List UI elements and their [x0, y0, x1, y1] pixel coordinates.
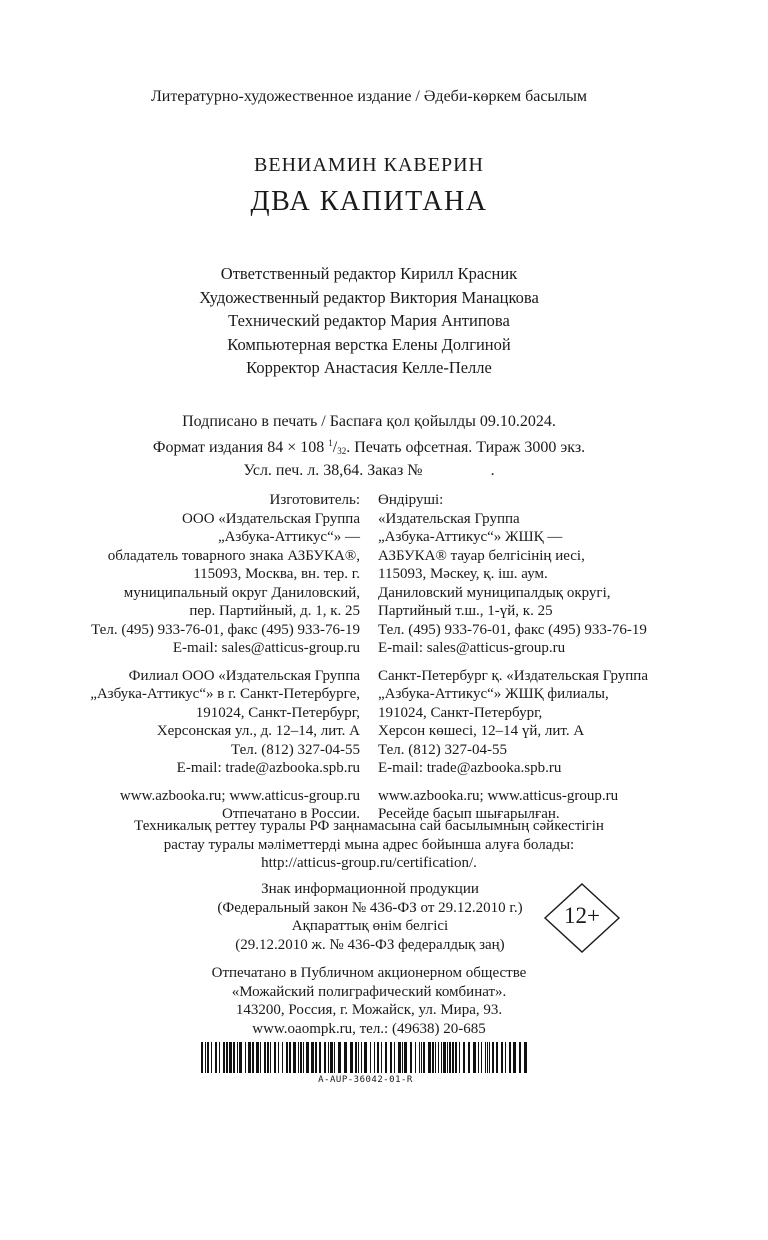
barcode-bar [463, 1042, 465, 1073]
manufacturer-ru-line: Тел. (495) 933-76-01, факс (495) 933-76-19 [91, 621, 360, 638]
book-title: ДВА КАПИТАНА [250, 186, 488, 217]
barcode [201, 1042, 530, 1073]
format-line [0, 433, 738, 462]
barcode-bar [328, 1042, 329, 1073]
manufacturer-kz-line: Өндіруші: [378, 492, 444, 508]
barcode-bar [233, 1042, 235, 1073]
book-author: ВЕНИАМИН КАВЕРИН [254, 154, 484, 176]
manufacturer-kz-line: АЗБУКА® тауар белгісінің иесі, [378, 547, 585, 564]
barcode-bar [226, 1042, 228, 1073]
tech-regulation-note [0, 817, 738, 873]
barcode-bar [390, 1042, 392, 1073]
format-numerator: 1 [328, 437, 333, 448]
barcode-bar [505, 1042, 506, 1073]
barcode-bar [364, 1042, 367, 1073]
branch-kz-line: Санкт-Петербург қ. «Издательская Группа [378, 667, 648, 684]
manufacturer-kz-line: „Азбука-Аттикус“» ЖШҚ — [378, 529, 563, 545]
credits-block [0, 262, 738, 380]
barcode-bar [473, 1042, 476, 1073]
barcode-bar [248, 1042, 251, 1073]
barcode-bar [492, 1042, 494, 1073]
barcode-bar [293, 1042, 296, 1073]
age-rating-badge [543, 882, 621, 954]
barcode-bar [374, 1042, 375, 1073]
certification-url: http://atticus-group.ru/certification/. [261, 855, 477, 871]
credit-line: Компьютерная верстка Елены Долгиной [227, 334, 511, 354]
barcode-bar [237, 1042, 238, 1073]
publisher-column-kz [378, 491, 648, 833]
series-label: Литературно-художественное издание / Әдеби-көркем басылым [150, 88, 588, 105]
barcode-bar [298, 1042, 299, 1073]
order-line: Усл. печ. л. 38,64. Заказ № . [243, 462, 495, 479]
barcode-bar [452, 1042, 454, 1073]
barcode-bar [485, 1042, 486, 1073]
branch-kz-line: Тел. (812) 327-04-55 [378, 741, 507, 758]
barcode-bar [385, 1042, 387, 1073]
barcode-bar [459, 1042, 460, 1073]
barcode-bar [398, 1042, 401, 1073]
barcode-bar [239, 1042, 242, 1073]
manufacturer-ru-line: ООО «Издательская Группа [182, 510, 360, 527]
barcode-bar [350, 1042, 353, 1073]
barcode-bar [311, 1042, 314, 1073]
printer-line: Отпечатано в Публичном акционерном обществе [211, 965, 527, 981]
format-prefix: Формат издания 84 × 108 [152, 438, 329, 456]
branch-email-ru: E-mail: trade@azbooka.spb.ru [176, 760, 360, 776]
credit-line: Технический редактор Мария Антипова [228, 311, 510, 330]
barcode-bar [487, 1042, 488, 1073]
barcode-bar [377, 1042, 379, 1073]
printer-line: «Можайский полиграфический комбинат». [231, 983, 507, 1000]
barcode-bar [489, 1042, 490, 1073]
barcode-bar [415, 1042, 416, 1073]
barcode-bar [245, 1042, 246, 1073]
barcode-bar [278, 1042, 279, 1073]
barcode-bar [270, 1042, 271, 1073]
barcode-bar [402, 1042, 403, 1073]
barcode-bar [267, 1042, 269, 1073]
barcode-bar [496, 1042, 498, 1073]
barcode-bar [303, 1042, 304, 1073]
credit-line: Художественный редактор Виктория Манацкова [199, 287, 539, 307]
barcode-bar [410, 1042, 412, 1073]
printer-line: 143200, Россия, г. Можайск, ул. Мира, 93. [235, 1002, 503, 1018]
format-slash: / [332, 438, 338, 456]
info-sign-line: Ақпараттық өнім белгісі [291, 918, 449, 934]
barcode-bar [481, 1042, 482, 1073]
manufacturer-ru-line: Изготовитель: [269, 492, 360, 508]
info-sign-line: (29.12.2010 ж. № 436-ФЗ федералдық заң) [235, 936, 505, 953]
manufacturer-ru-line: муниципальный округ Даниловский, [123, 584, 360, 601]
print-info-block [0, 412, 738, 482]
barcode-bar [421, 1042, 422, 1073]
manufacturer-ru-line: пер. Партийный, д. 1, к. 25 [189, 603, 360, 619]
manufacturer-kz-line: Партийный т.ш., 1-үй, к. 25 [378, 603, 553, 619]
printed-in-kz: Ресейде басып шығарылған. [378, 806, 560, 822]
barcode-bar [338, 1042, 341, 1073]
barcode-bar [315, 1042, 317, 1073]
credit-line: Корректор Анастасия Келле-Пелле [246, 358, 492, 377]
barcode-bar [201, 1042, 203, 1073]
manufacturer-kz [378, 491, 648, 658]
signed-date: Подписано в печать / Баспаға қол қойылды 09.10.2024. [182, 413, 556, 430]
websites-kz: www.azbooka.ru; www.atticus-group.ru [378, 787, 619, 804]
branch-ru-line: Филиал ООО «Издательская Группа [128, 667, 360, 684]
barcode-bar [513, 1042, 516, 1073]
barcode-bar [441, 1042, 442, 1073]
format-denominator: 32 [337, 445, 347, 456]
format-suffix: . Печать офсетная. Тираж 3000 экз. [346, 438, 586, 456]
manufacturer-ru [90, 491, 360, 658]
barcode-bar [443, 1042, 446, 1073]
barcode-bar [509, 1042, 511, 1073]
barcode-bar [438, 1042, 439, 1073]
info-sign-line: (Федеральный закон № 436-ФЗ от 29.12.2010 г.) [217, 899, 523, 916]
manufacturer-ru-line: 115093, Москва, вн. тер. г. [193, 566, 360, 582]
barcode-bar [455, 1042, 457, 1073]
branch-ru-line: Тел. (812) 327-04-55 [231, 741, 360, 758]
printed-in-ru: Отпечатано в России. [222, 806, 360, 822]
barcode-bar [501, 1042, 503, 1073]
tech-regulation-line: Техникалық реттеу туралы РФ заңнамасына сай басылымның сәйкестігін [134, 818, 604, 834]
barcode-bar [319, 1042, 321, 1073]
barcode-bar [358, 1042, 359, 1073]
branch-kz-line: „Азбука-Аттикус“» ЖШҚ филиалы, [378, 686, 609, 702]
barcode-bar [423, 1042, 425, 1073]
barcode-bar [306, 1042, 309, 1073]
barcode-bar [223, 1042, 225, 1073]
info-product-sign [205, 880, 535, 954]
barcode-bar [355, 1042, 357, 1073]
barcode-bar [324, 1042, 326, 1073]
manufacturer-ru-line: обладатель товарного знака АЗБУКА®, [107, 547, 360, 564]
barcode-bar [215, 1042, 217, 1073]
barcode-bar [219, 1042, 220, 1073]
barcode-bar [361, 1042, 362, 1073]
barcode-bar [419, 1042, 420, 1073]
barcode-bar [330, 1042, 333, 1073]
barcode-bar [435, 1042, 436, 1073]
barcode-bar [252, 1042, 254, 1073]
barcode-bar [334, 1042, 335, 1073]
barcode-bar [524, 1042, 527, 1073]
barcode-bar [468, 1042, 470, 1073]
manufacturer-kz-line: Даниловский муниципалдық округі, [378, 584, 611, 601]
barcode-bar [478, 1042, 479, 1073]
branch-kz [378, 667, 648, 778]
manufacturer-kz-line: Тел. (495) 933-76-01, факс (495) 933-76-19 [378, 621, 647, 638]
printer-info [0, 964, 738, 1038]
info-sign-line: Знак информационной продукции [261, 881, 479, 897]
age-rating-text: 12+ [564, 903, 600, 928]
barcode-bar [205, 1042, 206, 1073]
printer-line: www.oaompk.ru, тел.: (49638) 20-685 [252, 1020, 486, 1037]
barcode-bar [289, 1042, 291, 1073]
barcode-bar [274, 1042, 276, 1073]
branch-ru-line: 191024, Санкт-Петербург, [195, 704, 360, 721]
barcode-bar [282, 1042, 283, 1073]
barcode-bar [256, 1042, 259, 1073]
barcode-bar [394, 1042, 395, 1073]
branch-kz-line: 191024, Санкт-Петербург, [378, 704, 543, 721]
barcode-bar [300, 1042, 302, 1073]
email-ru: E-mail: sales@atticus-group.ru [172, 640, 360, 656]
barcode-bar [432, 1042, 434, 1073]
credit-line: Ответственный редактор Кирилл Красник [220, 264, 518, 283]
barcode-bar [286, 1042, 288, 1073]
websites-ru: www.azbooka.ru; www.atticus-group.ru [119, 787, 360, 804]
publisher-column-ru [90, 491, 360, 833]
barcode-bar [370, 1042, 371, 1073]
email-kz: E-mail: sales@atticus-group.ru [378, 640, 566, 656]
manufacturer-kz-line: 115093, Мәскеу, қ. іш. аум. [378, 566, 548, 582]
barcode-bar [344, 1042, 347, 1073]
barcode-bar [207, 1042, 209, 1073]
barcode-bar [260, 1042, 261, 1073]
manufacturer-ru-line: „Азбука-Аттикус“» — [217, 529, 360, 545]
barcode-bar [519, 1042, 521, 1073]
branch-kz-line: Херсон көшесі, 12–14 үй, лит. А [378, 723, 585, 739]
barcode-bar [229, 1042, 232, 1073]
barcode-bar [211, 1042, 212, 1073]
barcode-bar [428, 1042, 431, 1073]
branch-ru-line: Херсонская ул., д. 12–14, лит. А [156, 723, 360, 739]
manufacturer-kz-line: «Издательская Группа [378, 510, 520, 527]
barcode-bar [449, 1042, 451, 1073]
barcode-bar [381, 1042, 382, 1073]
branch-ru-line: „Азбука-Аттикус“» в г. Санкт-Петербурге, [90, 686, 360, 702]
barcode-text: A-AUP-36042-01-R [318, 1075, 413, 1085]
barcode-bar [447, 1042, 448, 1073]
barcode-bar [404, 1042, 407, 1073]
barcode-bar [264, 1042, 266, 1073]
branch-email-kz: E-mail: trade@azbooka.spb.ru [378, 760, 562, 776]
branch-ru [90, 667, 360, 778]
tech-regulation-line: растау туралы мәліметтерді мына адрес бойынша алуға болады: [163, 836, 575, 853]
